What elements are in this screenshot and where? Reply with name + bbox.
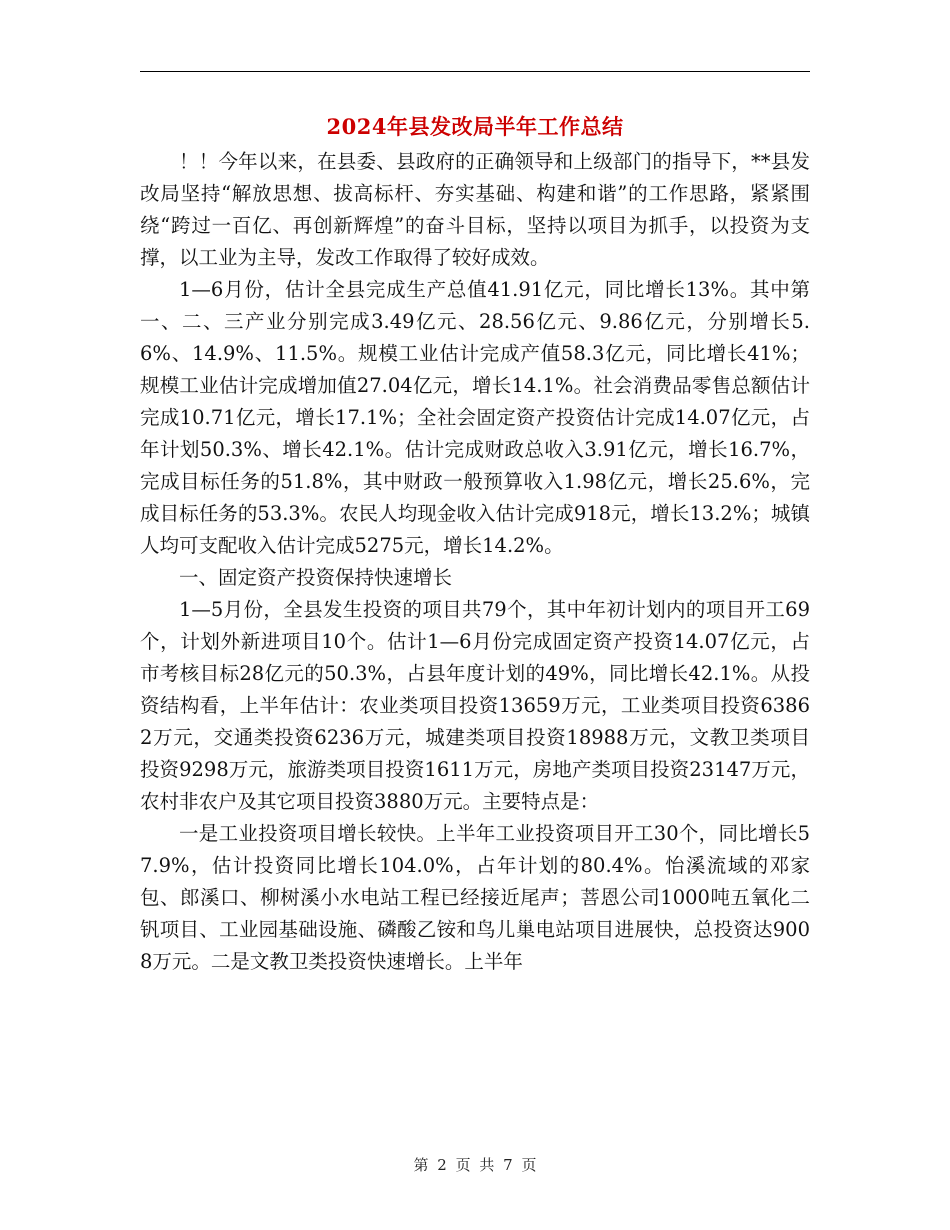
paragraph-economic-summary: 1—6月份，估计全县完成生产总值41.91亿元，同比增长13%。其中第一、二、三产业分别完成3.49亿元、28.56亿元、9.86亿元，分别增长5.6%、14.9%、11.5%。规模工业估计完成产值58.3亿元，同比增长41%；规模工业估计完成增加值27.04亿元，增长14.1%。社会消费品零售总额估计完成10.71亿元，增长17.1%；全社会固定资产投资估计完成14.07亿元，占年计划50.3%、增长42.1%。估计完成财政总收入3.91亿元，增长16.7%，完成目标任务的51.8%，其中财政一般预算收入1.98亿元，增长25.6%，完成目标任务的53.3%。农民人均现金收入估计完成918元，增长13.2%；城镇人均可支配收入估计完成5275元，增长14.2%。 (140, 278, 810, 557)
document-body (140, 146, 810, 978)
document-title: 2024年县发改局半年工作总结 (326, 114, 624, 139)
paragraph-industrial-investment: 一是工业投资项目增长较快。上半年工业投资项目开工30个，同比增长57.9%，估计投资同比增长104.0%，占年计划的80.4%。怡溪流域的邓家包、郎溪口、柳树溪小水电站工程已经接近尾声；菩恩公司1000吨五氧化二钒项目、工业园基础设施、磷酸乙铵和鸟儿巢电站项目进展快，总投资达9008万元。二是文教卫类投资快速增长。上半年 (140, 822, 810, 973)
section-heading-investment: 一、固定资产投资保持快速增长 (179, 566, 453, 589)
page-footer: 第 2 页 共 7 页 (413, 1156, 537, 1174)
paragraph-intro: ！！今年以来，在县委、县政府的正确领导和上级部门的指导下，**县发改局坚持“解放思想、拔高标杆、夯实基础、构建和谐”的工作思路，紧紧围绕“跨过一百亿、再创新辉煌”的奋斗目标，坚持以项目为抓手，以投资为支撑，以工业为主导，发改工作取得了较好成效。 (140, 150, 810, 269)
paragraph-investment-overview: 1—5月份，全县发生投资的项目共79个，其中年初计划内的项目开工69个，计划外新进项目10个。估计1—6月份完成固定资产投资14.07亿元，占市考核目标28亿元的50.3%，占县年度计划的49%，同比增长42.1%。从投资结构看，上半年估计：农业类项目投资13659万元，工业类项目投资63862万元，交通类投资6236万元，城建类项目投资18988万元，文教卫类项目投资9298万元，旅游类项目投资1611万元，房地产类项目投资23147万元，农村非农户及其它项目投资3880万元。主要特点是： (140, 598, 810, 813)
header-rule (140, 71, 810, 72)
